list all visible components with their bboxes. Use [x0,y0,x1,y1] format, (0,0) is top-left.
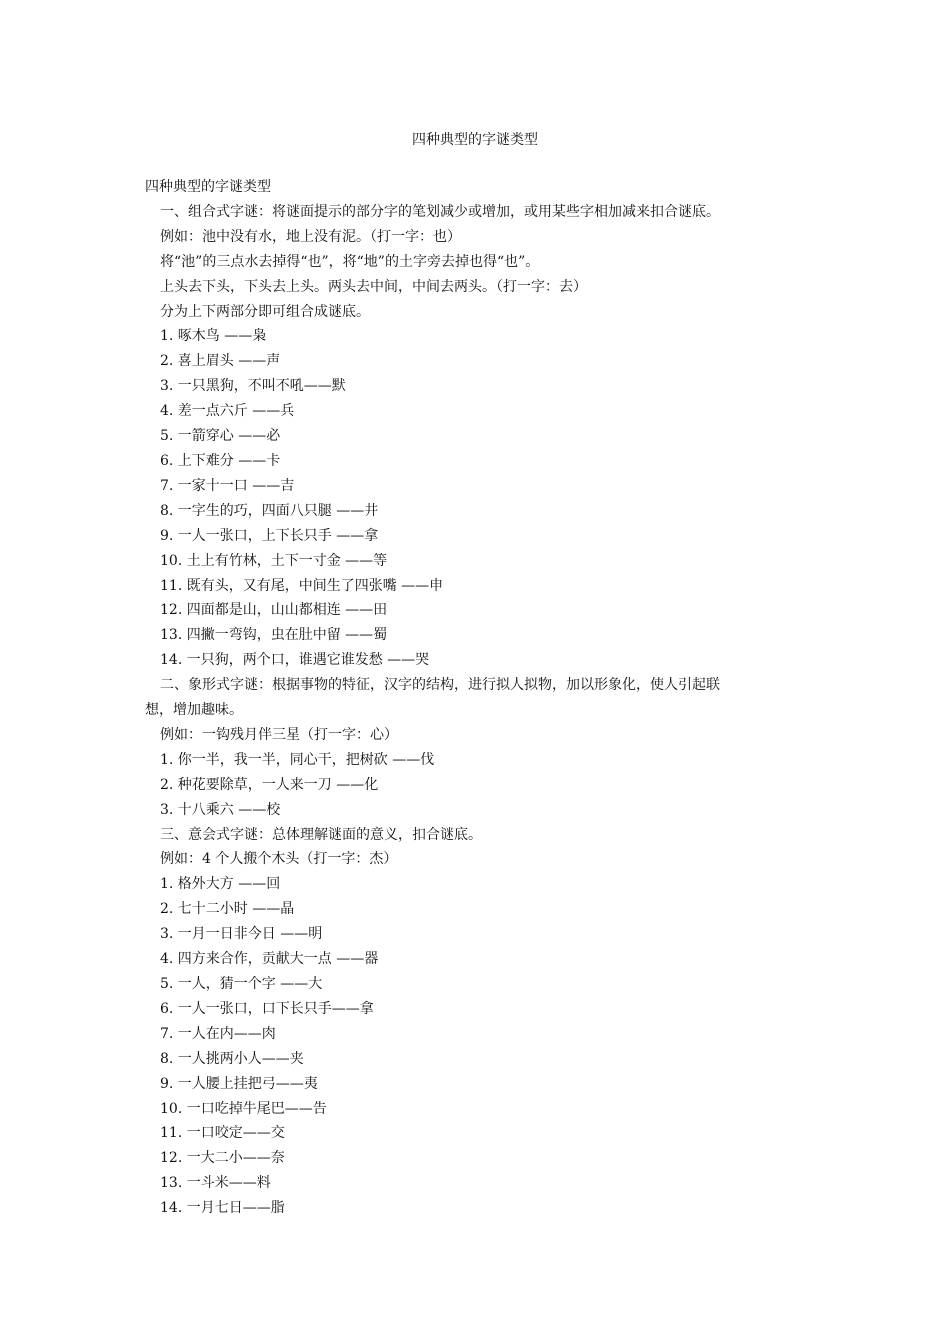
riddle-item: 8. 一字生的巧，四面八只腿 ——井 [160,502,379,519]
section1-heading: 一、组合式字谜：将谜面提示的部分字的笔划减少或增加，或用某些字相加减来扣合谜底。 [160,203,720,220]
document-body [145,175,810,1221]
section1-example: 例如：池中没有水，地上没有泥。（打一字：也） [160,228,461,245]
riddle-item: 2. 七十二小时 ——晶 [160,901,295,918]
riddle-item: 7. 一家十一口 ——吉 [160,477,295,494]
section3-heading: 三、意会式字谜：总体理解谜面的意义，扣合谜底。 [160,826,482,843]
riddle-item: 6. 上下难分 ——卡 [160,452,281,469]
riddle-item: 12. 四面都是山，山山都相连 ——田 [160,602,388,619]
riddle-item: 3. 十八乘六 ——校 [160,801,281,818]
riddle-item: 3. 一只黑狗，不叫不吼——默 [160,378,346,395]
riddle-item: 6. 一人一张口，口下长只手——拿 [160,1000,374,1017]
section2-example: 例如：一钩残月伴三星（打一字：心） [160,726,398,743]
page-title: 四种典型的字谜类型 [412,132,538,148]
riddle-item: 1. 格外大方 ——回 [160,876,281,893]
subtitle: 四种典型的字谜类型 [145,179,271,195]
riddle-item: 11. 一口咬定——交 [160,1125,285,1142]
section1-explanation: 分为上下两部分即可组合成谜底。 [160,303,370,320]
riddle-item: 5. 一箭穿心 ——必 [160,428,281,445]
riddle-item: 7. 一人在内——肉 [160,1025,276,1042]
riddle-item: 11. 既有头，又有尾，中间生了四张嘴 ——申 [160,577,444,594]
riddle-item: 2. 种花要除草，一人来一刀 ——化 [160,776,379,793]
riddle-item: 1. 啄木鸟 ——枭 [160,328,267,345]
riddle-item: 4. 差一点六斤 ——兵 [160,403,295,420]
riddle-item: 13. 四撇一弯钩，虫在肚中留 ——蜀 [160,627,388,644]
riddle-item: 8. 一人挑两小人——夹 [160,1050,304,1067]
riddle-item: 9. 一人腰上挂把弓——夷 [160,1075,318,1092]
riddle-item: 1. 你一半，我一半，同心干，把树砍 ——伐 [160,751,435,768]
section2-heading-continued: 想，增加趣味。 [145,702,243,719]
riddle-item: 14. 一只狗，两个口，谁遇它谁发愁 ——哭 [160,652,430,669]
riddle-item: 12. 一大二小——奈 [160,1150,285,1167]
section1-example: 上头去下头，下头去上头。两头去中间，中间去两头。（打一字：去） [160,278,587,295]
section2-heading: 二、象形式字谜：根据事物的特征，汉字的结构，进行拟人拟物，加以形象化，使人引起联 [160,677,720,694]
riddle-item: 14. 一月七日——脂 [160,1200,285,1217]
section3-example: 例如：4 个人搬个木头（打一字：杰） [160,851,398,868]
section1-explanation: 将“池”的三点水去掉得“也”，将“地”的土字旁去掉也得“也”。 [160,253,540,270]
riddle-item: 2. 喜上眉头 ——声 [160,353,281,370]
riddle-item: 3. 一月一日非今日 ——明 [160,926,323,943]
riddle-item: 10. 一口吃掉牛尾巴——告 [160,1100,327,1117]
riddle-item: 5. 一人，猜一个字 ——大 [160,976,323,992]
riddle-item: 10. 土上有竹林，土下一寸金 ——等 [160,552,388,569]
riddle-item: 13. 一斗米——料 [160,1175,271,1192]
riddle-item: 9. 一人一张口，上下长只手 ——拿 [160,527,379,544]
riddle-item: 4. 四方来合作，贡献大一点 ——器 [160,951,379,968]
